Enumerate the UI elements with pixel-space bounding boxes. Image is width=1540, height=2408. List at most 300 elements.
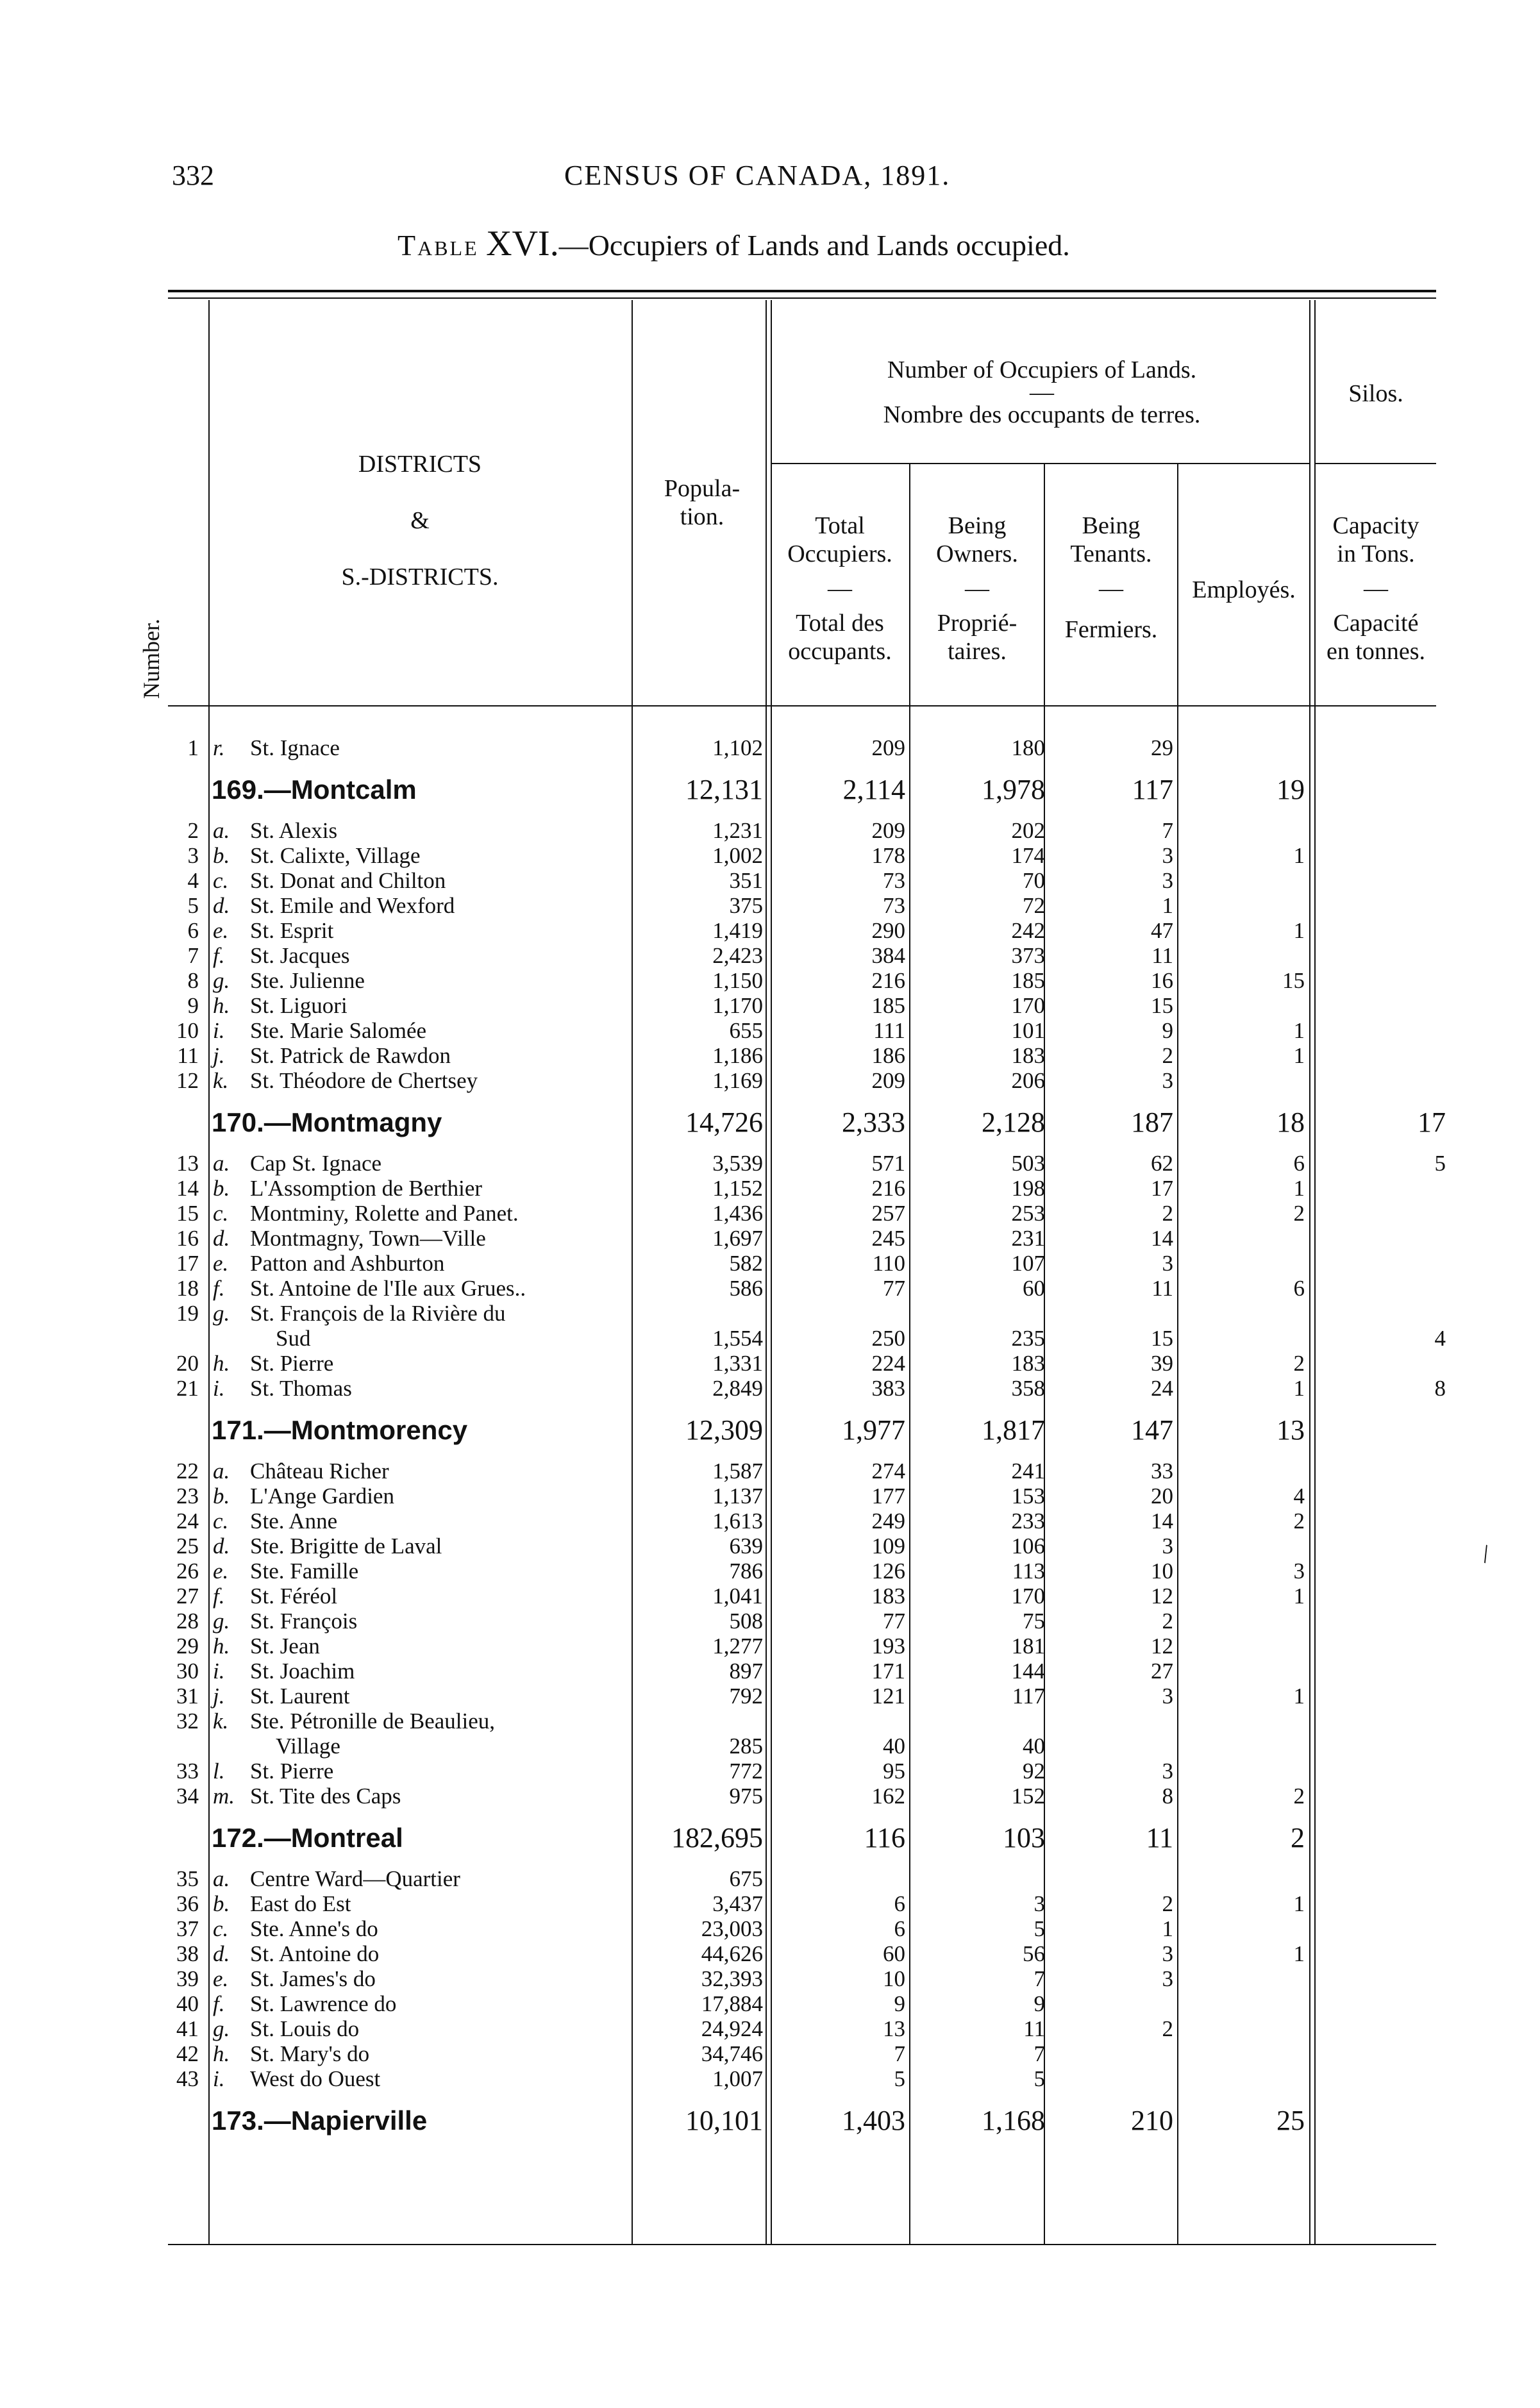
row-number: 34 [176, 1784, 199, 1809]
tenants-cell: 62 [1151, 1151, 1173, 1176]
subdistrict-name: St. Antoine do [250, 1942, 380, 1966]
row-number: 29 [176, 1634, 199, 1659]
total-occupiers-cell: 209 [871, 818, 905, 843]
table-row [0, 944, 1540, 968]
row-letter: e. [213, 918, 229, 943]
total-occupiers-cell: 73 [883, 893, 905, 918]
owners-cell: 1,817 [982, 1414, 1045, 1446]
tenants-cell: 9 [1162, 1018, 1173, 1043]
table-row [0, 1301, 1540, 1326]
silo-capacity-cell: 5 [1434, 1151, 1446, 1176]
tenants-cell: 2 [1162, 1201, 1173, 1226]
header-tenants-line2: Tenants. [1070, 540, 1152, 567]
district-row [0, 773, 1540, 807]
population-cell: 1,277 [712, 1634, 763, 1659]
total-occupiers-cell: 1,403 [842, 2105, 905, 2136]
table-row [0, 2067, 1540, 2091]
total-occupiers-cell: 250 [871, 1326, 905, 1351]
page-number: 332 [172, 160, 214, 191]
total-occupiers-cell: 216 [871, 968, 905, 993]
table-row [0, 1376, 1540, 1401]
population-cell: 1,436 [712, 1201, 763, 1226]
owners-cell: 206 [1011, 1068, 1045, 1093]
table-title-text: —Occupiers of Lands and Lands occupied. [558, 229, 1070, 262]
row-letter: f. [213, 1584, 225, 1609]
population-cell: 1,697 [712, 1226, 763, 1251]
row-number: 26 [176, 1559, 199, 1584]
total-occupiers-cell: 77 [883, 1276, 905, 1301]
population-cell: 786 [729, 1559, 763, 1584]
district-name: 171.—Montmorency [212, 1415, 468, 1445]
total-occupiers-cell: 245 [871, 1226, 905, 1251]
owners-cell: 9 [1034, 1991, 1045, 2016]
population-cell: 1,170 [712, 993, 763, 1018]
row-letter: b. [213, 843, 230, 868]
header-owners-line2: Owners. [936, 540, 1018, 567]
table-row [0, 819, 1540, 843]
row-number: 40 [176, 1991, 199, 2016]
row-letter: a. [213, 1151, 230, 1176]
district-row [0, 2103, 1540, 2138]
header-total-line1: Total [815, 512, 865, 539]
population-cell: 24,924 [701, 2016, 763, 2041]
row-letter: j. [213, 1043, 225, 1068]
employes-cell: 1 [1293, 1176, 1305, 1201]
subdistrict-name: St. Lawrence do [250, 1992, 397, 2016]
row-letter: e. [213, 1966, 229, 1991]
total-occupiers-cell: 110 [872, 1251, 905, 1276]
row-letter: g. [213, 2016, 230, 2041]
row-number: 36 [176, 1891, 199, 1916]
population-cell: 182,695 [671, 1822, 763, 1853]
population-cell: 1,169 [712, 1068, 763, 1093]
total-occupiers-cell: 2,333 [842, 1107, 905, 1138]
population-cell: 1,419 [712, 918, 763, 943]
table-row [0, 1176, 1540, 1201]
subdistrict-name: Ste. Anne [250, 1509, 338, 1534]
header-capacity-line2: in Tons. [1337, 540, 1415, 567]
subdistrict-name: Patton and Ashburton [250, 1251, 445, 1276]
subdistrict-name: St. Pierre [250, 1759, 334, 1784]
owners-cell: 60 [1023, 1276, 1045, 1301]
population-cell: 1,554 [712, 1326, 763, 1351]
header-total-line3: Total des [796, 610, 884, 637]
header-occupiers-en: Number of Occupiers of Lands. [887, 356, 1197, 383]
owners-cell: 153 [1011, 1484, 1045, 1509]
district-name: 169.—Montcalm [212, 774, 417, 805]
row-letter: e. [213, 1559, 229, 1584]
table-row [0, 869, 1540, 893]
row-letter: l. [213, 1759, 225, 1784]
table-row [0, 1609, 1540, 1634]
population-cell: 3,539 [712, 1151, 763, 1176]
tenants-cell: 14 [1151, 1509, 1173, 1534]
employes-cell: 2 [1291, 1822, 1305, 1853]
total-occupiers-cell: 216 [871, 1176, 905, 1201]
employes-cell: 1 [1293, 1684, 1305, 1709]
population-cell: 285 [729, 1734, 763, 1759]
row-number: 18 [176, 1276, 199, 1301]
header-number: Number. [138, 619, 164, 699]
total-occupiers-cell: 13 [883, 2016, 905, 2041]
row-number: 6 [187, 918, 199, 943]
subdistrict-name: Ste. Brigitte de Laval [250, 1534, 442, 1559]
tenants-cell: 12 [1151, 1634, 1173, 1659]
subdistrict-name: St. Emile and Wexford [250, 894, 455, 918]
row-letter: f. [213, 1991, 225, 2016]
employes-cell: 1 [1293, 1376, 1305, 1401]
row-number: 20 [176, 1351, 199, 1376]
row-number: 17 [176, 1251, 199, 1276]
tenants-cell: 1 [1162, 1916, 1173, 1941]
table-row [0, 1509, 1540, 1534]
total-occupiers-cell: 60 [883, 1941, 905, 1966]
population-cell: 12,309 [685, 1414, 763, 1446]
tenants-cell: 3 [1162, 1251, 1173, 1276]
row-letter: b. [213, 1484, 230, 1509]
owners-cell: 235 [1011, 1326, 1045, 1351]
table-row [0, 1784, 1540, 1809]
row-letter: i. [213, 2066, 225, 2091]
owners-cell: 242 [1011, 918, 1045, 943]
owners-cell: 183 [1011, 1351, 1045, 1376]
tenants-cell: 7 [1162, 818, 1173, 843]
table-row [0, 844, 1540, 868]
owners-cell: 3 [1034, 1891, 1045, 1916]
header-total-line4: occupants. [788, 638, 892, 665]
row-letter: c. [213, 1916, 229, 1941]
row-number: 21 [176, 1376, 199, 1401]
row-number: 10 [176, 1018, 199, 1043]
employes-cell: 4 [1293, 1484, 1305, 1509]
subdistrict-name: St. Joachim [250, 1659, 355, 1684]
row-letter: f. [213, 943, 225, 968]
total-occupiers-cell: 1,977 [842, 1414, 905, 1446]
total-occupiers-cell: 384 [871, 943, 905, 968]
owners-cell: 113 [1012, 1559, 1045, 1584]
row-letter: j. [213, 1684, 225, 1709]
tenants-cell: 14 [1151, 1226, 1173, 1251]
subdistrict-name: St. Donat and Chilton [250, 869, 446, 893]
table-row [0, 919, 1540, 943]
total-occupiers-cell: 10 [883, 1966, 905, 1991]
population-cell: 1,002 [712, 843, 763, 868]
total-occupiers-cell: 6 [894, 1891, 905, 1916]
population-cell: 23,003 [701, 1916, 763, 1941]
owners-cell: 231 [1011, 1226, 1045, 1251]
table-row [0, 1151, 1540, 1176]
population-cell: 44,626 [701, 1941, 763, 1966]
header-population-line2: tion. [680, 503, 724, 530]
employes-cell: 1 [1293, 1941, 1305, 1966]
row-letter: g. [213, 968, 230, 993]
tenants-cell: 3 [1162, 1966, 1173, 1991]
table-row [0, 1484, 1540, 1509]
tenants-cell: 15 [1151, 1326, 1173, 1351]
district-row [0, 1413, 1540, 1448]
population-cell: 14,726 [685, 1107, 763, 1138]
row-letter: d. [213, 1941, 230, 1966]
total-occupiers-cell: 7 [894, 2041, 905, 2066]
subdistrict-name: St. François de la Rivière du [250, 1301, 506, 1326]
row-letter: k. [213, 1709, 229, 1734]
header-total-line2: Occupiers. [787, 540, 892, 567]
subdistrict-name: St. Thomas [250, 1376, 352, 1401]
subdistrict-name: Ste. Anne's do [250, 1917, 378, 1941]
running-head: CENSUS OF CANADA, 1891. [564, 160, 951, 191]
owners-cell: 174 [1011, 843, 1045, 868]
header-districts-line1: DISTRICTS [358, 451, 482, 478]
population-cell: 17,884 [701, 1991, 763, 2016]
header-occupiers-fr: Nombre des occupants de terres. [883, 401, 1201, 428]
subdistrict-name: East do Est [250, 1892, 351, 1916]
owners-cell: 103 [1003, 1822, 1045, 1853]
header-tenants-line3: Fermiers. [1064, 616, 1158, 643]
row-letter: c. [213, 868, 229, 893]
tenants-cell: 17 [1151, 1176, 1173, 1201]
subdistrict-name: Ste. Pétronille de Beaulieu, [250, 1709, 495, 1734]
total-occupiers-cell: 193 [871, 1634, 905, 1659]
district-name: 170.—Montmagny [212, 1107, 442, 1137]
owners-cell: 7 [1034, 2041, 1045, 2066]
population-cell: 675 [729, 1866, 763, 1891]
total-occupiers-cell: 249 [871, 1509, 905, 1534]
table-row [0, 1659, 1540, 1684]
table-number: XVI. [486, 224, 559, 263]
row-letter: a. [213, 818, 230, 843]
table-row [0, 736, 1540, 760]
population-cell: 1,150 [712, 968, 763, 993]
tenants-cell: 3 [1162, 1941, 1173, 1966]
table-row [0, 1917, 1540, 1941]
row-number: 23 [176, 1484, 199, 1509]
row-number: 16 [176, 1226, 199, 1251]
tenants-cell: 3 [1162, 1068, 1173, 1093]
table-row [0, 1709, 1540, 1734]
table-row [0, 1044, 1540, 1068]
owners-cell: 185 [1011, 968, 1045, 993]
population-cell: 1,231 [712, 818, 763, 843]
subdistrict-name: St. Mary's do [250, 2042, 370, 2066]
total-occupiers-cell: 571 [871, 1151, 905, 1176]
owners-cell: 170 [1011, 993, 1045, 1018]
employes-cell: 6 [1293, 1276, 1305, 1301]
owners-cell: 183 [1011, 1043, 1045, 1068]
subdistrict-name: St. Théodore de Chertsey [250, 1069, 478, 1093]
row-number: 38 [176, 1941, 199, 1966]
table-row [0, 1351, 1540, 1376]
subdistrict-name: St. Pierre [250, 1351, 334, 1376]
population-cell: 12,131 [685, 774, 763, 805]
header-tenants-line1: Being [1082, 512, 1141, 539]
tenants-cell: 3 [1162, 1534, 1173, 1559]
owners-cell: 107 [1011, 1251, 1045, 1276]
subdistrict-name: St. Alexis [250, 819, 338, 843]
owners-cell: 92 [1023, 1759, 1045, 1784]
total-occupiers-cell: 95 [883, 1759, 905, 1784]
silo-capacity-cell: 17 [1418, 1107, 1446, 1138]
row-number: 9 [187, 993, 199, 1018]
table-row [0, 994, 1540, 1018]
row-letter: d. [213, 893, 230, 918]
subdistrict-name: St. Liguori [250, 994, 347, 1018]
header-capacity-line1: Capacity [1332, 512, 1419, 539]
row-letter: r. [213, 735, 225, 760]
total-occupiers-cell: 77 [883, 1609, 905, 1634]
tenants-cell: 2 [1162, 1043, 1173, 1068]
header-silos: Silos. [1348, 380, 1403, 407]
tenants-cell: 33 [1151, 1459, 1173, 1484]
owners-cell: 72 [1023, 893, 1045, 918]
owners-cell: 2,128 [982, 1107, 1045, 1138]
tenants-cell: 187 [1131, 1107, 1173, 1138]
total-occupiers-cell: 2,114 [842, 774, 905, 805]
row-number: 32 [176, 1709, 199, 1734]
row-letter: b. [213, 1891, 230, 1916]
total-occupiers-cell: 5 [894, 2066, 905, 2091]
tenants-cell: 11 [1151, 1276, 1173, 1301]
subdistrict-name: St. Laurent [250, 1684, 350, 1709]
population-cell: 639 [729, 1534, 763, 1559]
row-number: 5 [187, 893, 199, 918]
subdistrict-name: St. Jacques [250, 944, 350, 968]
population-cell: 3,437 [712, 1891, 763, 1916]
employes-cell: 1 [1293, 918, 1305, 943]
header-total-dash: — [828, 575, 852, 602]
owners-cell: 233 [1011, 1509, 1045, 1534]
population-cell: 1,102 [712, 735, 763, 760]
row-number: 37 [176, 1916, 199, 1941]
header-capacity-line4: en tonnes. [1326, 638, 1426, 665]
tenants-cell: 16 [1151, 968, 1173, 993]
subdistrict-name: Ste. Julienne [250, 969, 365, 993]
owners-cell: 1,978 [982, 774, 1045, 805]
table-row [0, 1759, 1540, 1784]
tenants-cell: 39 [1151, 1351, 1173, 1376]
row-letter: h. [213, 1634, 230, 1659]
population-cell: 2,423 [712, 943, 763, 968]
tenants-cell: 210 [1131, 2105, 1173, 2136]
owners-cell: 373 [1011, 943, 1045, 968]
row-letter: f. [213, 1276, 225, 1301]
table-row [0, 1019, 1540, 1043]
total-occupiers-cell: 6 [894, 1916, 905, 1941]
row-letter: k. [213, 1068, 229, 1093]
subdistrict-name: Centre Ward—Quartier [250, 1867, 460, 1891]
owners-cell: 75 [1023, 1609, 1045, 1634]
row-number: 13 [176, 1151, 199, 1176]
table-row [0, 2017, 1540, 2041]
population-cell: 1,041 [712, 1584, 763, 1609]
table-row [0, 1069, 1540, 1093]
table-row [0, 1867, 1540, 1891]
table-row [0, 1276, 1540, 1301]
tenants-cell: 1 [1162, 893, 1173, 918]
tenants-cell: 3 [1162, 1759, 1173, 1784]
total-occupiers-cell: 126 [871, 1559, 905, 1584]
subdistrict-name: St. Antoine de l'Ile aux Grues.. [250, 1276, 526, 1301]
header-owners-line1: Being [948, 512, 1007, 539]
owners-cell: 180 [1011, 735, 1045, 760]
row-letter: e. [213, 1251, 229, 1276]
table-row [0, 1942, 1540, 1966]
population-cell: 655 [729, 1018, 763, 1043]
employes-cell: 2 [1293, 1784, 1305, 1809]
population-cell: 1,007 [712, 2066, 763, 2091]
tenants-cell: 3 [1162, 843, 1173, 868]
row-letter: i. [213, 1376, 225, 1401]
total-occupiers-cell: 40 [883, 1734, 905, 1759]
total-occupiers-cell: 178 [871, 843, 905, 868]
row-letter: c. [213, 1201, 229, 1226]
row-number: 31 [176, 1684, 199, 1709]
population-cell: 2,849 [712, 1376, 763, 1401]
population-cell: 582 [729, 1251, 763, 1276]
owners-cell: 253 [1011, 1201, 1045, 1226]
tenants-cell: 27 [1151, 1659, 1173, 1684]
owners-cell: 7 [1034, 1966, 1045, 1991]
tenants-cell: 8 [1162, 1784, 1173, 1809]
employes-cell: 1 [1293, 1891, 1305, 1916]
header-owners-line3: Proprié- [937, 610, 1017, 637]
tenants-cell: 11 [1151, 943, 1173, 968]
tenants-cell: 2 [1162, 1609, 1173, 1634]
subdistrict-name: St. Esprit [250, 919, 334, 943]
header-capacity-dash: — [1364, 575, 1388, 602]
owners-cell: 5 [1034, 2066, 1045, 2091]
owners-cell: 198 [1011, 1176, 1045, 1201]
total-occupiers-cell: 9 [894, 1991, 905, 2016]
total-occupiers-cell: 257 [871, 1201, 905, 1226]
header-owners-dash: — [965, 575, 989, 602]
district-row [0, 1821, 1540, 1855]
employes-cell: 2 [1293, 1351, 1305, 1376]
population-cell: 792 [729, 1684, 763, 1709]
total-occupiers-cell: 209 [871, 735, 905, 760]
owners-cell: 152 [1011, 1784, 1045, 1809]
header-occupiers-dash: — [1030, 379, 1054, 406]
tenants-cell: 11 [1146, 1822, 1173, 1853]
table-row [0, 1534, 1540, 1559]
population-cell: 1,331 [712, 1351, 763, 1376]
total-occupiers-cell: 109 [871, 1534, 905, 1559]
subdistrict-name: Montmagny, Town—Ville [250, 1226, 486, 1251]
tenants-cell: 15 [1151, 993, 1173, 1018]
table-row [0, 2042, 1540, 2066]
row-number: 11 [177, 1043, 199, 1068]
row-number: 3 [187, 843, 199, 868]
row-number: 27 [176, 1584, 199, 1609]
employes-cell: 3 [1293, 1559, 1305, 1584]
population-cell: 10,101 [685, 2105, 763, 2136]
subdistrict-name: St. Féréol [250, 1584, 338, 1609]
tenants-cell: 24 [1151, 1376, 1173, 1401]
tenants-cell: 117 [1132, 774, 1173, 805]
population-cell: 897 [729, 1659, 763, 1684]
owners-cell: 144 [1011, 1659, 1045, 1684]
total-occupiers-cell: 290 [871, 918, 905, 943]
row-number: 30 [176, 1659, 199, 1684]
employes-cell: 15 [1282, 968, 1305, 993]
subdistrict-name: L'Ange Gardien [250, 1484, 394, 1509]
table-row [0, 1892, 1540, 1916]
population-cell: 1,587 [712, 1459, 763, 1484]
population-cell: 1,137 [712, 1484, 763, 1509]
total-occupiers-cell: 121 [871, 1684, 905, 1709]
employes-cell: 2 [1293, 1509, 1305, 1534]
total-occupiers-cell: 177 [871, 1484, 905, 1509]
row-number: 14 [176, 1176, 199, 1201]
